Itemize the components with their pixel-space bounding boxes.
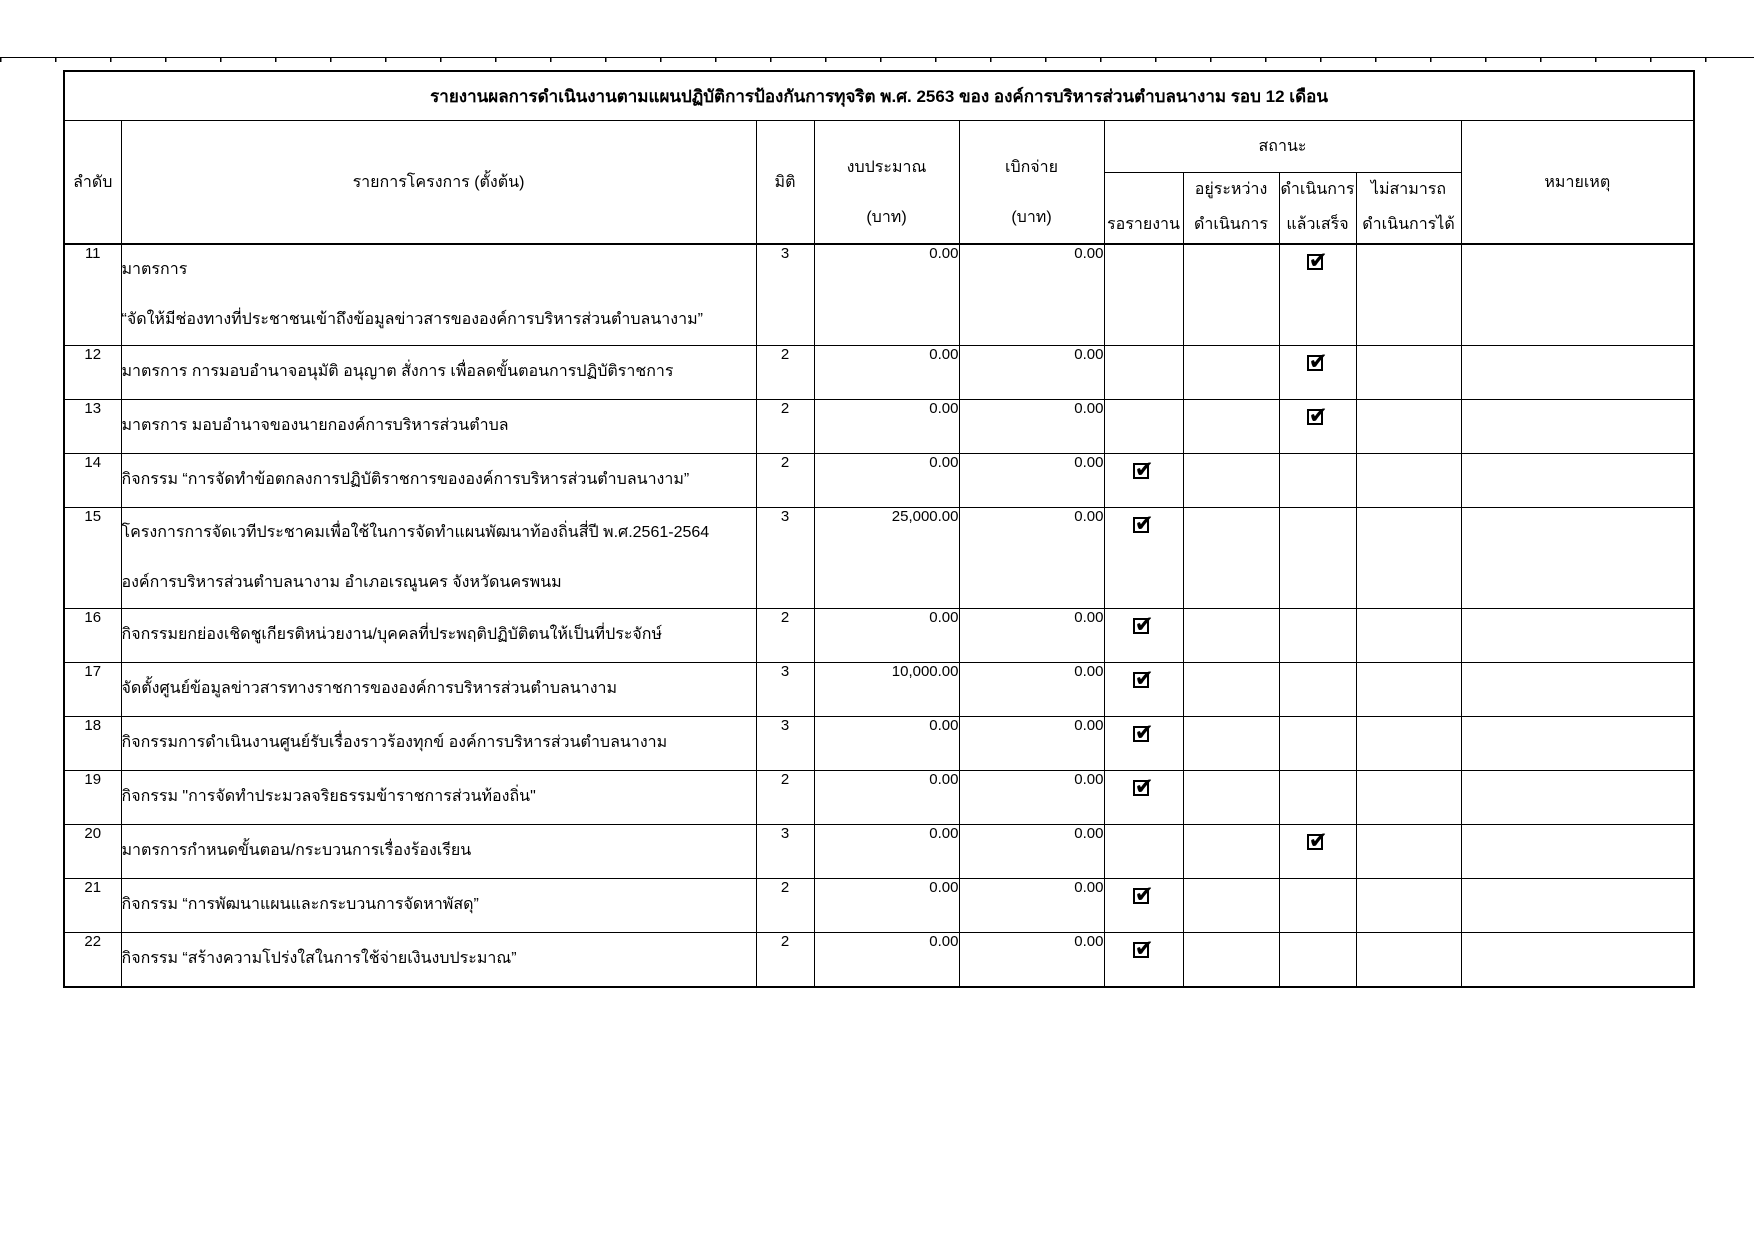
dimension-value: 3 bbox=[756, 663, 814, 717]
disbursed-value: 0.00 bbox=[959, 508, 1104, 609]
status-inprogress-cell bbox=[1183, 609, 1279, 663]
status-done-cell bbox=[1279, 346, 1356, 400]
checked-checkbox-icon: ✔ bbox=[1134, 510, 1154, 536]
remark-cell bbox=[1461, 771, 1694, 825]
table-row bbox=[64, 508, 1694, 609]
status-waiting-cell bbox=[1104, 933, 1183, 987]
status-waiting-cell bbox=[1104, 825, 1183, 879]
status-done-cell bbox=[1279, 609, 1356, 663]
table-row bbox=[64, 346, 1694, 400]
table-row bbox=[64, 400, 1694, 454]
disbursed-value: 0.00 bbox=[959, 244, 1104, 346]
remark-cell bbox=[1461, 825, 1694, 879]
status-inprogress-cell bbox=[1183, 933, 1279, 987]
project-name: มาตรการ การมอบอำนาจอนุมัติ อนุญาต สั่งการ เพื่อลดขั้นตอนการปฏิบัติราชการ bbox=[121, 346, 756, 400]
dimension-value: 2 bbox=[756, 346, 814, 400]
budget-value: 0.00 bbox=[814, 244, 959, 346]
status-done-cell bbox=[1279, 244, 1356, 346]
table-row bbox=[64, 663, 1694, 717]
disbursed-value: 0.00 bbox=[959, 400, 1104, 454]
header-status-inprogress bbox=[1183, 173, 1279, 245]
status-waiting-cell bbox=[1104, 771, 1183, 825]
header-status-waiting bbox=[1104, 173, 1183, 245]
status-cannot-cell bbox=[1356, 454, 1461, 508]
status-waiting-cell bbox=[1104, 400, 1183, 454]
checked-checkbox-icon: ✔ bbox=[1134, 773, 1154, 799]
table-row bbox=[64, 454, 1694, 508]
table-row bbox=[64, 933, 1694, 987]
dimension-value: 3 bbox=[756, 825, 814, 879]
disbursed-value: 0.00 bbox=[959, 933, 1104, 987]
page-top-rule bbox=[0, 57, 1754, 64]
dimension-value: 3 bbox=[756, 508, 814, 609]
remark-cell bbox=[1461, 400, 1694, 454]
checked-checkbox-icon: ✔ bbox=[1134, 611, 1154, 637]
status-cannot-cell bbox=[1356, 609, 1461, 663]
table-row bbox=[64, 717, 1694, 771]
status-cannot-cell bbox=[1356, 771, 1461, 825]
header-status-done-line1: ดำเนินการ bbox=[1280, 181, 1355, 198]
row-number: 11 bbox=[64, 244, 121, 346]
status-inprogress-cell bbox=[1183, 244, 1279, 346]
status-cannot-cell bbox=[1356, 717, 1461, 771]
header-status-inprogress-line2: ดำเนินการ bbox=[1194, 216, 1268, 233]
header-status-group: สถานะ bbox=[1104, 121, 1461, 173]
status-inprogress-cell bbox=[1183, 400, 1279, 454]
status-done-cell bbox=[1279, 663, 1356, 717]
header-status-done bbox=[1279, 173, 1356, 245]
project-name: กิจกรรมยกย่องเชิดชูเกียรติหน่วยงาน/บุคคลที่ประพฤติปฏิบัติตนให้เป็นที่ประจักษ์ bbox=[121, 609, 756, 663]
project-name: กิจกรรม "การจัดทำประมวลจริยธรรมข้าราชการส่วนท้องถิ่น" bbox=[121, 771, 756, 825]
table-row bbox=[64, 825, 1694, 879]
remark-cell bbox=[1461, 663, 1694, 717]
header-no: ลำดับ bbox=[64, 121, 121, 245]
row-number: 17 bbox=[64, 663, 121, 717]
disbursed-value: 0.00 bbox=[959, 825, 1104, 879]
checked-checkbox-icon: ✔ bbox=[1308, 827, 1328, 853]
status-cannot-cell bbox=[1356, 508, 1461, 609]
project-name: กิจกรรม “การจัดทำข้อตกลงการปฏิบัติราชการขององค์การบริหารส่วนตำบลนางาม” bbox=[121, 454, 756, 508]
header-disburse bbox=[959, 121, 1104, 245]
dimension-value: 3 bbox=[756, 717, 814, 771]
table-row bbox=[64, 771, 1694, 825]
remark-cell bbox=[1461, 879, 1694, 933]
project-name: จัดตั้งศูนย์ข้อมูลข่าวสารทางราชการขององค์การบริหารส่วนตำบลนางาม bbox=[121, 663, 756, 717]
status-inprogress-cell bbox=[1183, 508, 1279, 609]
project-name: กิจกรรมการดำเนินงานศูนย์รับเรื่องราวร้องทุกข์ องค์การบริหารส่วนตำบลนางาม bbox=[121, 717, 756, 771]
row-number: 19 bbox=[64, 771, 121, 825]
remark-cell bbox=[1461, 609, 1694, 663]
status-inprogress-cell bbox=[1183, 663, 1279, 717]
status-waiting-cell bbox=[1104, 346, 1183, 400]
table-row bbox=[64, 244, 1694, 346]
budget-value: 0.00 bbox=[814, 825, 959, 879]
project-name: กิจกรรม “สร้างความโปร่งใสในการใช้จ่ายเงินงบประมาณ” bbox=[121, 933, 756, 987]
status-waiting-cell bbox=[1104, 879, 1183, 933]
disbursed-value: 0.00 bbox=[959, 663, 1104, 717]
status-done-cell bbox=[1279, 879, 1356, 933]
remark-cell bbox=[1461, 508, 1694, 609]
status-done-cell bbox=[1279, 771, 1356, 825]
header-remark: หมายเหตุ bbox=[1461, 121, 1694, 245]
status-cannot-cell bbox=[1356, 400, 1461, 454]
status-waiting-cell bbox=[1104, 609, 1183, 663]
status-waiting-cell bbox=[1104, 508, 1183, 609]
remark-cell bbox=[1461, 454, 1694, 508]
row-number: 18 bbox=[64, 717, 121, 771]
budget-value: 25,000.00 bbox=[814, 508, 959, 609]
checked-checkbox-icon: ✔ bbox=[1134, 881, 1154, 907]
row-number: 15 bbox=[64, 508, 121, 609]
row-number: 21 bbox=[64, 879, 121, 933]
header-budget bbox=[814, 121, 959, 245]
status-cannot-cell bbox=[1356, 933, 1461, 987]
header-disburse-line2: (บาท) bbox=[1011, 209, 1052, 226]
checked-checkbox-icon: ✔ bbox=[1308, 402, 1328, 428]
remark-cell bbox=[1461, 933, 1694, 987]
status-cannot-cell bbox=[1356, 825, 1461, 879]
table-body bbox=[64, 244, 1694, 987]
project-name: กิจกรรม “การพัฒนาแผนและกระบวนการจัดหาพัสดุ” bbox=[121, 879, 756, 933]
header-status-cannot-line2: ดำเนินการได้ bbox=[1362, 216, 1455, 233]
status-done-cell bbox=[1279, 717, 1356, 771]
status-inprogress-cell bbox=[1183, 879, 1279, 933]
status-done-cell bbox=[1279, 508, 1356, 609]
row-number: 13 bbox=[64, 400, 121, 454]
row-number: 22 bbox=[64, 933, 121, 987]
budget-value: 0.00 bbox=[814, 771, 959, 825]
row-number: 14 bbox=[64, 454, 121, 508]
checked-checkbox-icon: ✔ bbox=[1308, 348, 1328, 374]
header-project: รายการโครงการ (ตั้งต้น) bbox=[121, 121, 756, 245]
remark-cell bbox=[1461, 346, 1694, 400]
table-title-row bbox=[64, 71, 1694, 121]
report-title: รายงานผลการดำเนินงานตามแผนปฏิบัติการป้องกันการทุจริต พ.ศ. 2563 ของ องค์การบริหารส่วนตำบลนางาม รอบ 12 เดือน bbox=[64, 71, 1694, 121]
disbursed-value: 0.00 bbox=[959, 346, 1104, 400]
header-dimension: มิติ bbox=[756, 121, 814, 245]
budget-value: 0.00 bbox=[814, 609, 959, 663]
project-name: มาตรการ “จัดให้มีช่องทางที่ประชาชนเข้าถึงข้อมูลข่าวสารขององค์การบริหารส่วนตำบลนางาม” bbox=[121, 244, 756, 346]
status-waiting-cell bbox=[1104, 663, 1183, 717]
table-row bbox=[64, 609, 1694, 663]
remark-cell bbox=[1461, 244, 1694, 346]
dimension-value: 2 bbox=[756, 400, 814, 454]
disbursed-value: 0.00 bbox=[959, 454, 1104, 508]
status-done-cell bbox=[1279, 454, 1356, 508]
status-inprogress-cell bbox=[1183, 454, 1279, 508]
row-number: 16 bbox=[64, 609, 121, 663]
dimension-value: 3 bbox=[756, 244, 814, 346]
status-cannot-cell bbox=[1356, 346, 1461, 400]
status-inprogress-cell bbox=[1183, 825, 1279, 879]
checked-checkbox-icon: ✔ bbox=[1134, 456, 1154, 482]
project-name: มาตรการ มอบอำนาจของนายกองค์การบริหารส่วนตำบล bbox=[121, 400, 756, 454]
status-inprogress-cell bbox=[1183, 346, 1279, 400]
project-name: โครงการการจัดเวทีประชาคมเพื่อใช้ในการจัดทำแผนพัฒนาท้องถิ่นสี่ปี พ.ศ.2561-2564 องค์การบริหารส่วนตำบลนางาม อำเภอเรณูนคร จังหวัดนครพนม bbox=[121, 508, 756, 609]
disbursed-value: 0.00 bbox=[959, 609, 1104, 663]
status-waiting-cell bbox=[1104, 454, 1183, 508]
dimension-value: 2 bbox=[756, 454, 814, 508]
header-status-waiting-label: รอรายงาน bbox=[1107, 216, 1180, 233]
budget-value: 0.00 bbox=[814, 454, 959, 508]
disbursed-value: 0.00 bbox=[959, 771, 1104, 825]
budget-value: 10,000.00 bbox=[814, 663, 959, 717]
budget-value: 0.00 bbox=[814, 346, 959, 400]
status-waiting-cell bbox=[1104, 717, 1183, 771]
status-done-cell bbox=[1279, 825, 1356, 879]
checked-checkbox-icon: ✔ bbox=[1134, 665, 1154, 691]
dimension-value: 2 bbox=[756, 609, 814, 663]
remark-cell bbox=[1461, 717, 1694, 771]
row-number: 20 bbox=[64, 825, 121, 879]
status-inprogress-cell bbox=[1183, 717, 1279, 771]
status-cannot-cell bbox=[1356, 879, 1461, 933]
row-number: 12 bbox=[64, 346, 121, 400]
header-status-cannot-line1: ไม่สามารถ bbox=[1370, 181, 1447, 198]
dimension-value: 2 bbox=[756, 771, 814, 825]
header-budget-line1: งบประมาณ bbox=[846, 159, 927, 176]
project-name: มาตรการกำหนดขั้นตอน/กระบวนการเรื่องร้องเรียน bbox=[121, 825, 756, 879]
status-waiting-cell bbox=[1104, 244, 1183, 346]
status-cannot-cell bbox=[1356, 244, 1461, 346]
disbursed-value: 0.00 bbox=[959, 879, 1104, 933]
disbursed-value: 0.00 bbox=[959, 717, 1104, 771]
header-disburse-line1: เบิกจ่าย bbox=[1004, 159, 1059, 176]
budget-value: 0.00 bbox=[814, 400, 959, 454]
header-status-inprogress-line1: อยู่ระหว่าง bbox=[1194, 181, 1268, 198]
checked-checkbox-icon: ✔ bbox=[1308, 247, 1328, 273]
budget-value: 0.00 bbox=[814, 879, 959, 933]
report-table bbox=[63, 70, 1695, 988]
status-cannot-cell bbox=[1356, 663, 1461, 717]
budget-value: 0.00 bbox=[814, 717, 959, 771]
header-status-cannot bbox=[1356, 173, 1461, 245]
header-budget-line2: (บาท) bbox=[866, 209, 907, 226]
status-inprogress-cell bbox=[1183, 771, 1279, 825]
status-done-cell bbox=[1279, 400, 1356, 454]
header-status-done-line2: แล้วเสร็จ bbox=[1286, 216, 1349, 233]
budget-value: 0.00 bbox=[814, 933, 959, 987]
dimension-value: 2 bbox=[756, 933, 814, 987]
status-done-cell bbox=[1279, 933, 1356, 987]
checked-checkbox-icon: ✔ bbox=[1134, 935, 1154, 961]
table-row bbox=[64, 879, 1694, 933]
checked-checkbox-icon: ✔ bbox=[1134, 719, 1154, 745]
table-header-row-1 bbox=[64, 121, 1694, 173]
dimension-value: 2 bbox=[756, 879, 814, 933]
